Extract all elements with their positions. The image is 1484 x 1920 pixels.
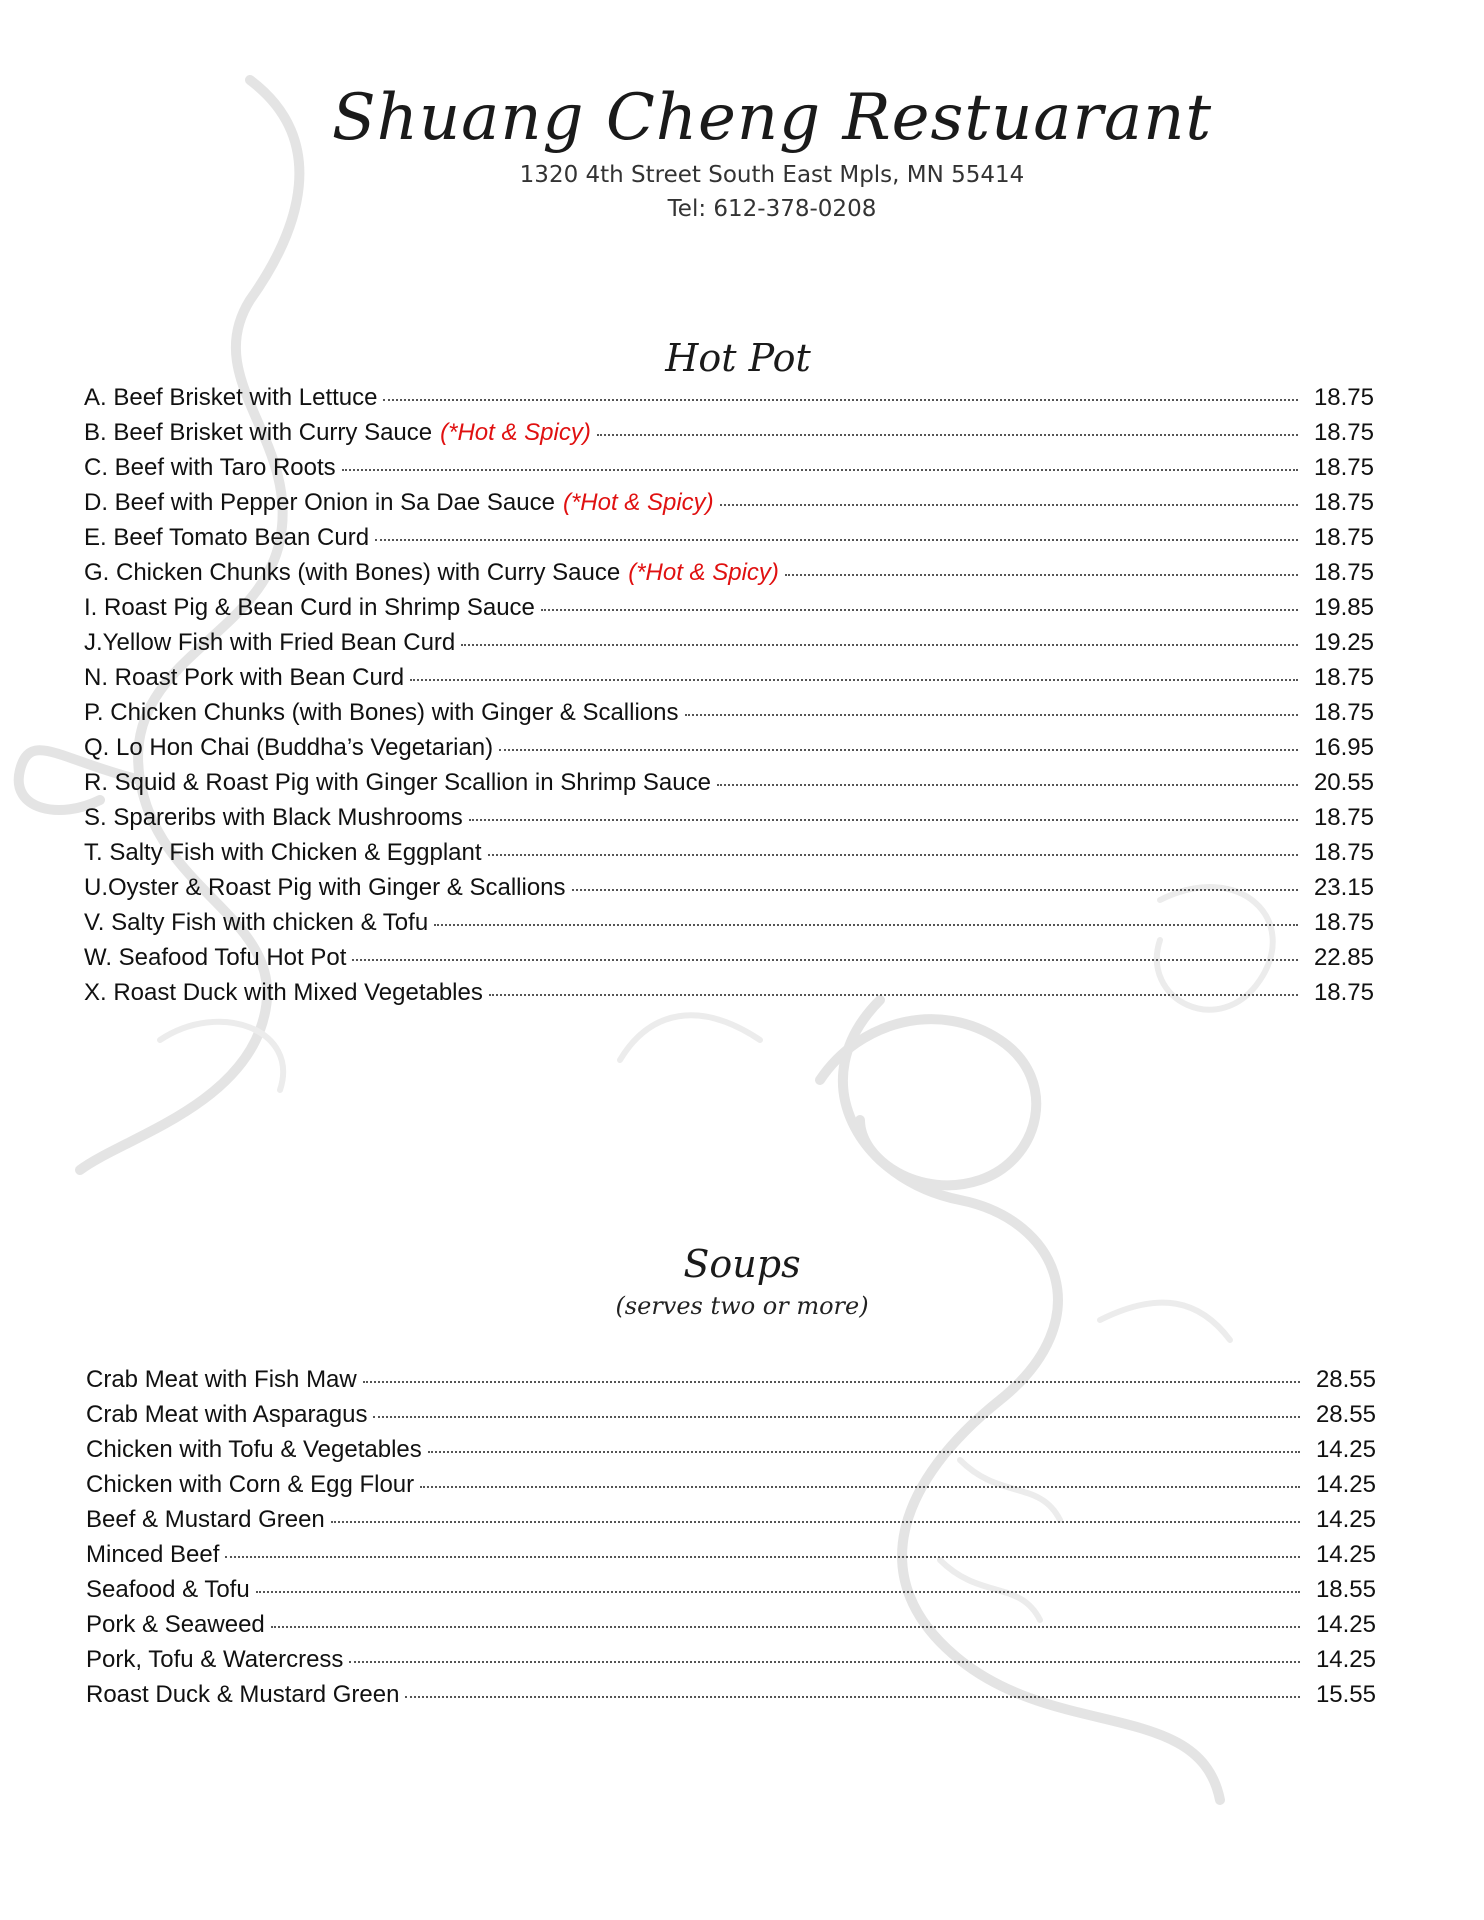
item-name: Crab Meat with Fish Maw <box>86 1366 357 1393</box>
dot-leader <box>375 539 1298 541</box>
menu-item <box>86 1366 1376 1401</box>
menu-item <box>86 1681 1376 1716</box>
menu-item <box>84 909 1374 944</box>
item-price: 15.55 <box>1315 1681 1376 1708</box>
item-name: P. Chicken Chunks (with Bones) with Ginger & Scallions <box>84 699 679 726</box>
menu-item <box>84 979 1374 1014</box>
item-name: N. Roast Pork with Bean Curd <box>84 664 405 691</box>
item-price: 18.55 <box>1315 1576 1376 1603</box>
dot-leader <box>256 1591 1300 1593</box>
dot-leader <box>685 714 1299 716</box>
dragon-cloud-2 <box>160 1022 283 1090</box>
menu-item <box>84 629 1374 664</box>
item-name: C. Beef with Taro Roots <box>84 454 336 481</box>
dot-leader <box>225 1556 1300 1558</box>
item-price: 18.75 <box>1313 524 1374 551</box>
dot-leader <box>271 1626 1300 1628</box>
item-price: 14.25 <box>1315 1436 1376 1463</box>
item-name: E. Beef Tomato Bean Curd <box>84 524 370 551</box>
item-name: D. Beef with Pepper Onion in Sa Dae Sauce <box>84 489 555 516</box>
dot-leader <box>331 1521 1300 1523</box>
item-price: 23.15 <box>1313 874 1374 901</box>
item-name: I. Roast Pig & Bean Curd in Shrimp Sauce <box>84 594 535 621</box>
dot-leader <box>428 1451 1300 1453</box>
restaurant-header <box>0 78 1484 226</box>
item-name: G. Chicken Chunks (with Bones) with Curry Sauce <box>84 559 621 586</box>
menu-item <box>86 1471 1376 1506</box>
item-name: T. Salty Fish with Chicken & Eggplant <box>84 839 482 866</box>
section-subtitle-soups: (serves two or more) <box>615 1292 869 1320</box>
item-name: V. Salty Fish with chicken & Tofu <box>84 909 429 936</box>
dot-leader <box>572 889 1298 891</box>
dragon-whisker <box>620 1015 760 1060</box>
item-price: 18.75 <box>1313 419 1374 446</box>
menu-item <box>84 454 1374 489</box>
dot-leader <box>717 784 1298 786</box>
menu-item <box>84 594 1374 629</box>
item-name: Chicken with Corn & Egg Flour <box>86 1471 415 1498</box>
menu-item <box>86 1436 1376 1471</box>
item-name: Chicken with Tofu & Vegetables <box>86 1436 422 1463</box>
item-price: 18.75 <box>1313 454 1374 481</box>
restaurant-name: Shuang Cheng Restuarant <box>331 81 1213 155</box>
dot-leader <box>342 469 1298 471</box>
item-name: Seafood & Tofu <box>86 1576 250 1603</box>
menu-item <box>86 1506 1376 1541</box>
dot-leader <box>420 1486 1300 1488</box>
item-price: 18.75 <box>1313 909 1374 936</box>
item-price: 28.55 <box>1315 1401 1376 1428</box>
item-price: 28.55 <box>1315 1366 1376 1393</box>
menu-item <box>86 1401 1376 1436</box>
dot-leader <box>597 434 1298 436</box>
item-price: 14.25 <box>1315 1646 1376 1673</box>
item-name: Minced Beef <box>86 1541 220 1568</box>
menu-item <box>84 944 1374 979</box>
item-name: U.Oyster & Roast Pig with Ginger & Scallions <box>84 874 566 901</box>
dot-leader <box>461 644 1298 646</box>
dot-leader <box>363 1381 1300 1383</box>
menu-item <box>84 699 1374 734</box>
menu-item <box>84 804 1374 839</box>
item-name: W. Seafood Tofu Hot Pot <box>84 944 347 971</box>
item-price: 14.25 <box>1315 1541 1376 1568</box>
menu-item <box>84 664 1374 699</box>
menu-item <box>84 734 1374 769</box>
dot-leader <box>383 399 1298 401</box>
menu-item <box>84 489 1374 524</box>
dot-leader <box>489 994 1298 996</box>
item-name: Beef & Mustard Green <box>86 1506 325 1533</box>
restaurant-address: 1320 4th Street South East Mpls, MN 55414 <box>519 162 1025 188</box>
item-price: 22.85 <box>1313 944 1374 971</box>
item-name: J.Yellow Fish with Fried Bean Curd <box>84 629 456 656</box>
dot-leader <box>785 574 1298 576</box>
item-price: 14.25 <box>1315 1471 1376 1498</box>
item-name: S. Spareribs with Black Mushrooms <box>84 804 463 831</box>
item-price: 18.75 <box>1313 384 1374 411</box>
item-price: 20.55 <box>1313 769 1374 796</box>
item-price: 18.75 <box>1313 699 1374 726</box>
item-name: Pork & Seaweed <box>86 1611 265 1638</box>
menu-item <box>84 769 1374 804</box>
menu-item <box>86 1576 1376 1611</box>
section-title-hot-pot: Hot Pot <box>665 336 811 380</box>
item-name: Q. Lo Hon Chai (Buddha’s Vegetarian) <box>84 734 494 761</box>
spicy-note: (*Hot & Spicy) <box>628 559 779 586</box>
item-price: 18.75 <box>1313 839 1374 866</box>
dot-leader <box>434 924 1298 926</box>
item-price: 19.85 <box>1313 594 1374 621</box>
item-price: 16.95 <box>1313 734 1374 761</box>
item-price: 18.75 <box>1313 979 1374 1006</box>
menu-item <box>84 384 1374 419</box>
item-price: 18.75 <box>1313 559 1374 586</box>
menu-item <box>84 524 1374 559</box>
item-price: 14.25 <box>1315 1506 1376 1533</box>
item-name: R. Squid & Roast Pig with Ginger Scallion in Shrimp Sauce <box>84 769 711 796</box>
item-price: 18.75 <box>1313 489 1374 516</box>
section-title-soups: Soups <box>683 1242 801 1286</box>
menu-item <box>86 1611 1376 1646</box>
item-price: 18.75 <box>1313 664 1374 691</box>
soups-menu <box>86 1366 1376 1716</box>
menu-item <box>84 419 1374 454</box>
dot-leader <box>720 504 1298 506</box>
menu-item <box>86 1541 1376 1576</box>
item-price: 18.75 <box>1313 804 1374 831</box>
item-name: A. Beef Brisket with Lettuce <box>84 384 378 411</box>
item-name: B. Beef Brisket with Curry Sauce <box>84 419 433 446</box>
menu-item <box>84 874 1374 909</box>
dot-leader <box>469 819 1298 821</box>
item-price: 19.25 <box>1313 629 1374 656</box>
dot-leader <box>541 609 1298 611</box>
dot-leader <box>410 679 1298 681</box>
item-name: X. Roast Duck with Mixed Vegetables <box>84 979 483 1006</box>
item-name: Crab Meat with Asparagus <box>86 1401 368 1428</box>
restaurant-phone: Tel: 612-378-0208 <box>667 196 877 222</box>
spicy-note: (*Hot & Spicy) <box>562 489 714 516</box>
dot-leader <box>488 854 1298 856</box>
dot-leader <box>373 1416 1300 1418</box>
item-price: 14.25 <box>1315 1611 1376 1638</box>
dot-leader <box>499 749 1298 751</box>
item-name: Pork, Tofu & Watercress <box>86 1646 344 1673</box>
item-name: Roast Duck & Mustard Green <box>86 1681 400 1708</box>
hot-pot-menu <box>84 384 1374 1014</box>
dragon-head-right <box>820 1019 1036 1185</box>
spicy-note: (*Hot & Spicy) <box>440 419 591 446</box>
menu-item <box>86 1646 1376 1681</box>
menu-item <box>84 559 1374 594</box>
menu-item <box>84 839 1374 874</box>
dot-leader <box>352 959 1298 961</box>
dot-leader <box>405 1696 1300 1698</box>
dot-leader <box>349 1661 1300 1663</box>
